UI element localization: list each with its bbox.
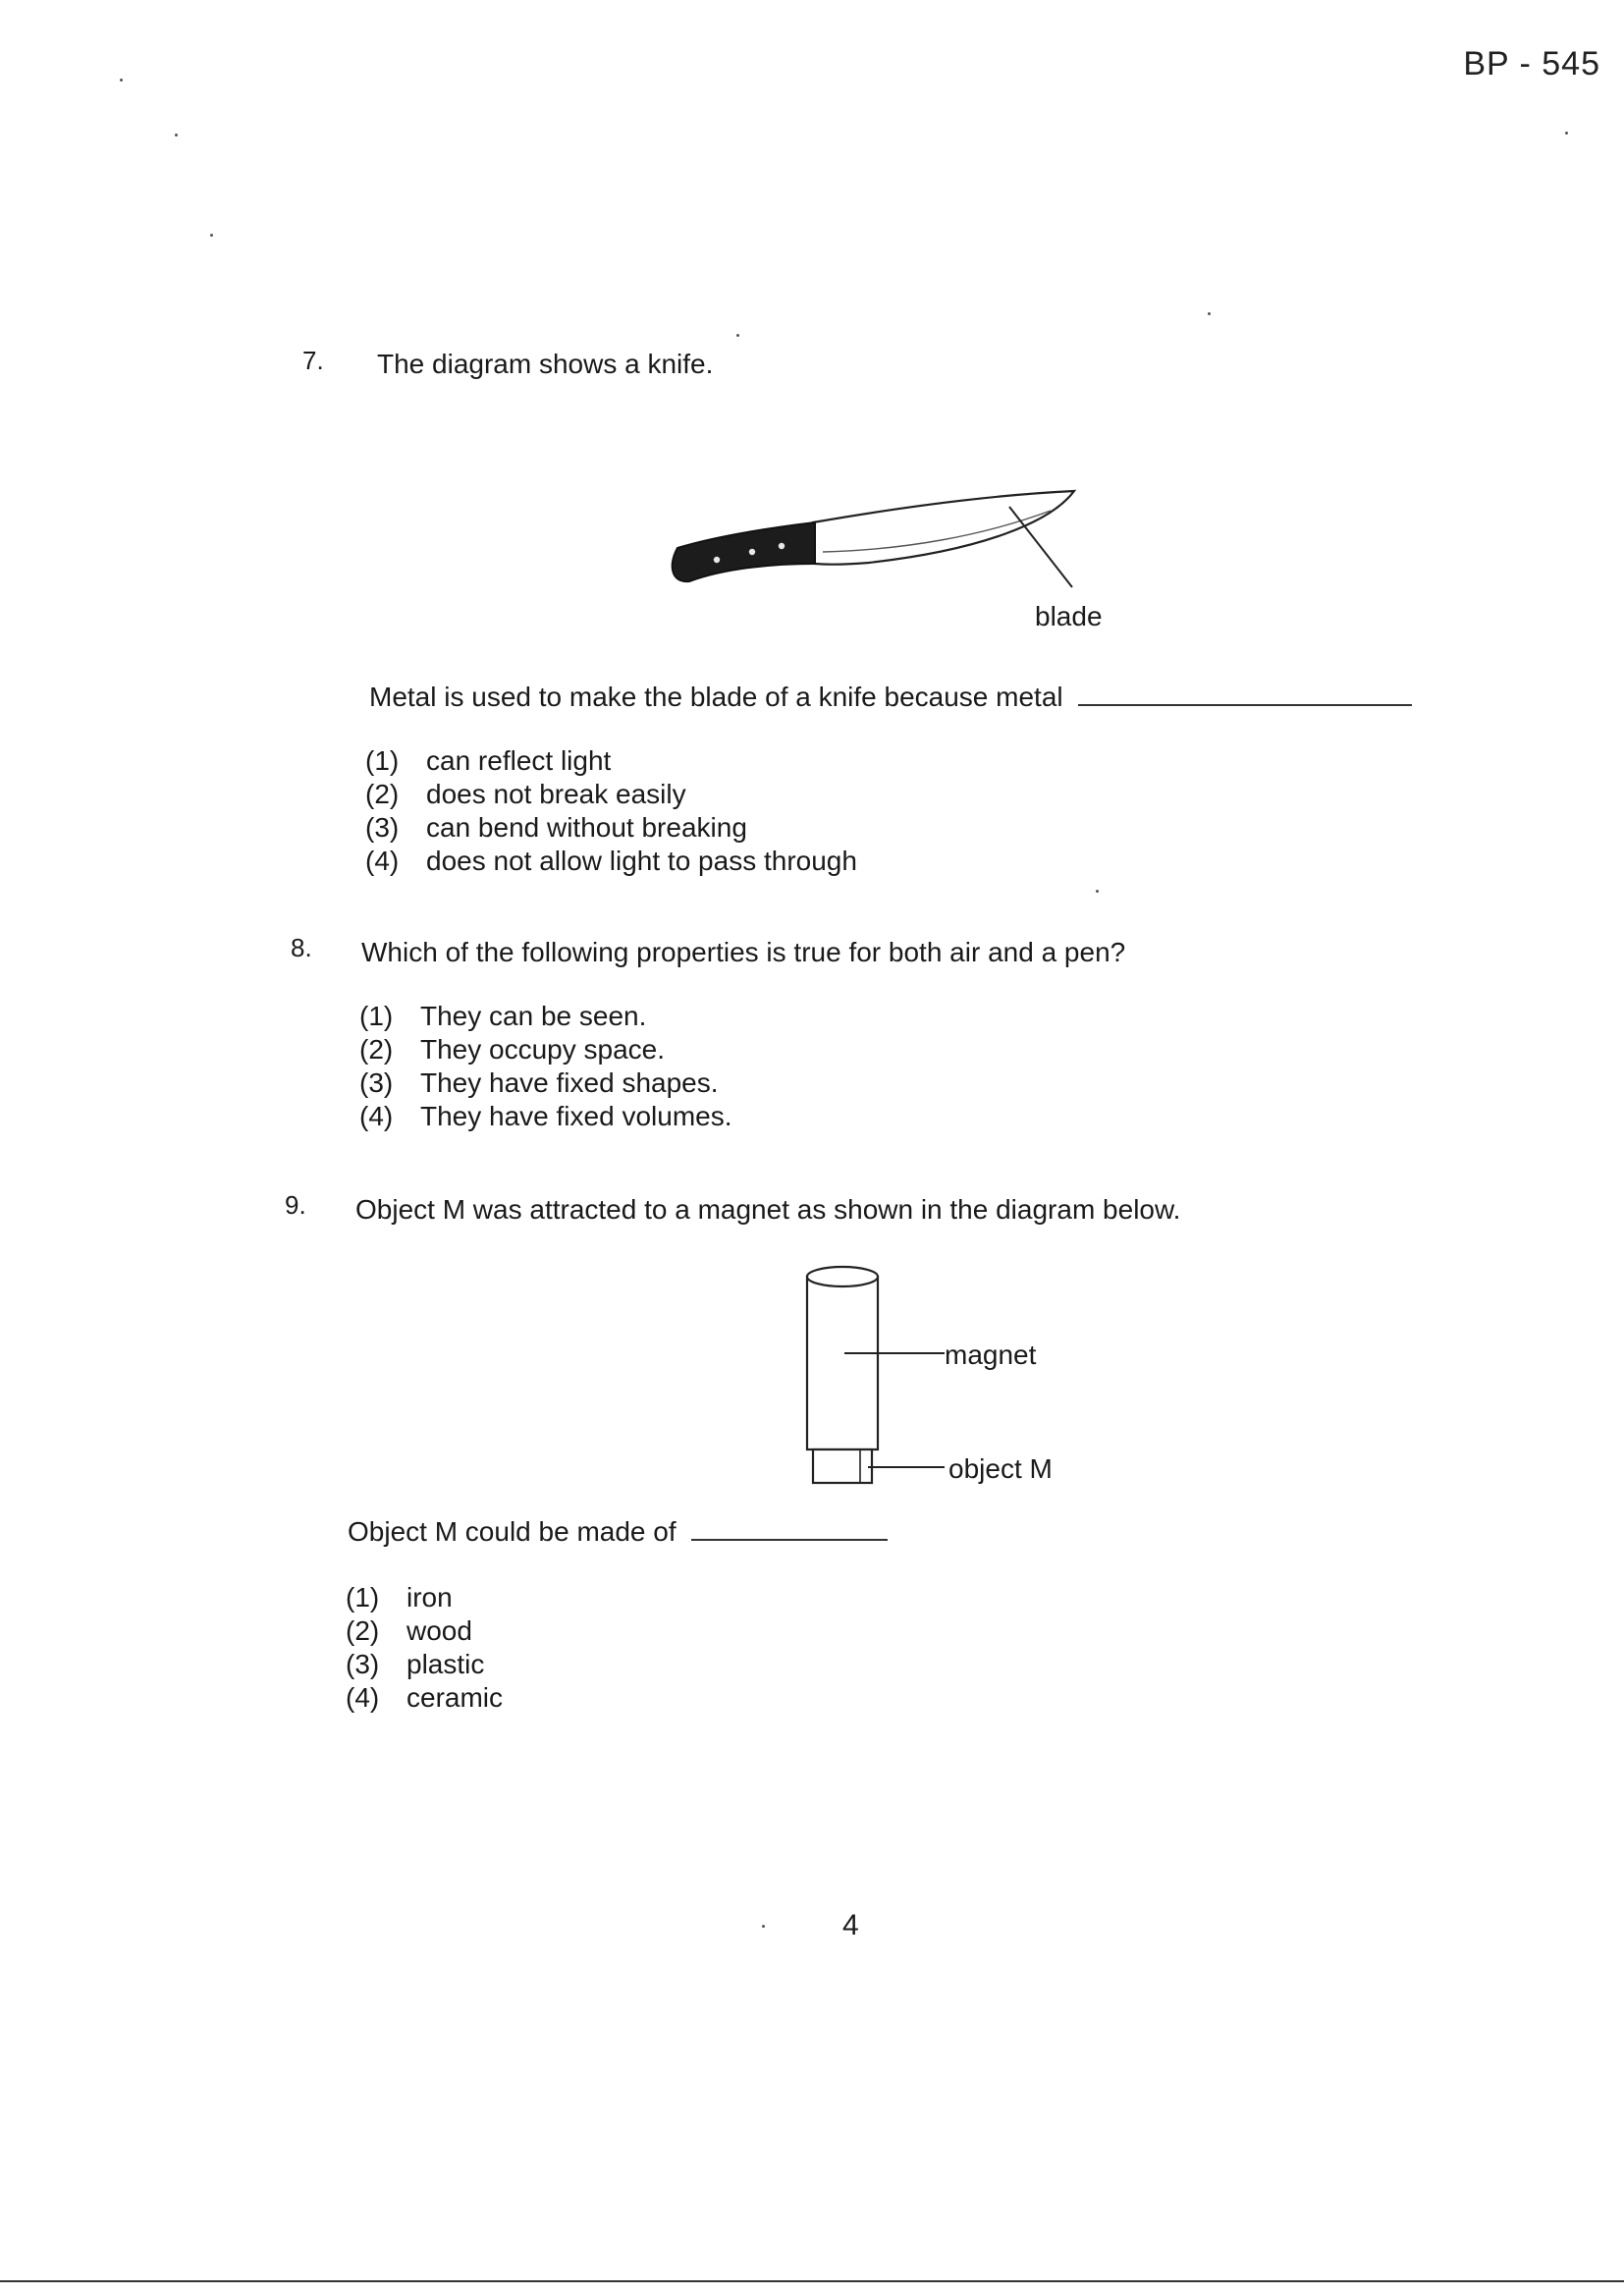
option: (1) iron	[346, 1582, 453, 1613]
option: (3) They have fixed shapes.	[359, 1067, 719, 1098]
option: (3) plastic	[346, 1649, 485, 1679]
question-7-stem	[369, 682, 1412, 713]
paper-code: BP - 545	[1463, 45, 1600, 82]
blade-label: blade	[1035, 601, 1103, 631]
object-m-block	[813, 1449, 872, 1483]
option: (1) They can be seen.	[359, 1001, 647, 1031]
question-7-options	[365, 744, 857, 878]
option: (2) wood	[346, 1615, 472, 1646]
knife-handle	[673, 522, 815, 581]
option: (4) does not allow light to pass through	[365, 846, 857, 876]
option: (1) can reflect light	[365, 745, 612, 776]
page-number: 4	[842, 1909, 859, 1941]
question-9-stem-text: Object M could be made of	[348, 1516, 677, 1547]
question-7-stem-text: Metal is used to make the blade of a knife because metal	[369, 682, 1063, 712]
knife-diagram	[658, 471, 1110, 619]
scan-speck	[175, 134, 178, 137]
bottom-rule	[0, 2280, 1624, 2282]
scan-speck	[120, 79, 123, 82]
scan-speck	[762, 1925, 765, 1928]
scan-speck	[736, 334, 739, 337]
option: (4) ceramic	[346, 1682, 504, 1713]
scan-speck	[1565, 132, 1568, 135]
knife-blade	[813, 491, 1074, 565]
question-8-number: 8.	[291, 933, 312, 962]
object-m-label: object M	[948, 1453, 1053, 1484]
magnet-cylinder	[807, 1267, 878, 1449]
option: (2) does not break easily	[365, 779, 686, 809]
answer-blank	[691, 1539, 888, 1541]
question-9-stem	[348, 1516, 888, 1548]
question-8-text: Which of the following properties is true for both air and a pen?	[361, 937, 1126, 967]
option: (4) They have fixed volumes.	[359, 1101, 732, 1131]
question-7-text: The diagram shows a knife.	[377, 349, 714, 379]
scan-speck	[1096, 890, 1099, 893]
answer-blank	[1078, 704, 1412, 706]
question-9-options	[346, 1581, 503, 1715]
magnet-diagram	[785, 1263, 962, 1489]
magnet-label: magnet	[945, 1339, 1037, 1370]
scan-speck	[210, 234, 213, 237]
option: (3) can bend without breaking	[365, 812, 747, 843]
question-7-number: 7.	[302, 346, 324, 375]
question-8-options	[359, 1000, 732, 1133]
question-9-number: 9.	[285, 1190, 306, 1220]
question-9-text: Object M was attracted to a magnet as shown in the diagram below.	[355, 1194, 1181, 1225]
scan-speck	[1208, 312, 1211, 315]
option: (2) They occupy space.	[359, 1034, 666, 1065]
